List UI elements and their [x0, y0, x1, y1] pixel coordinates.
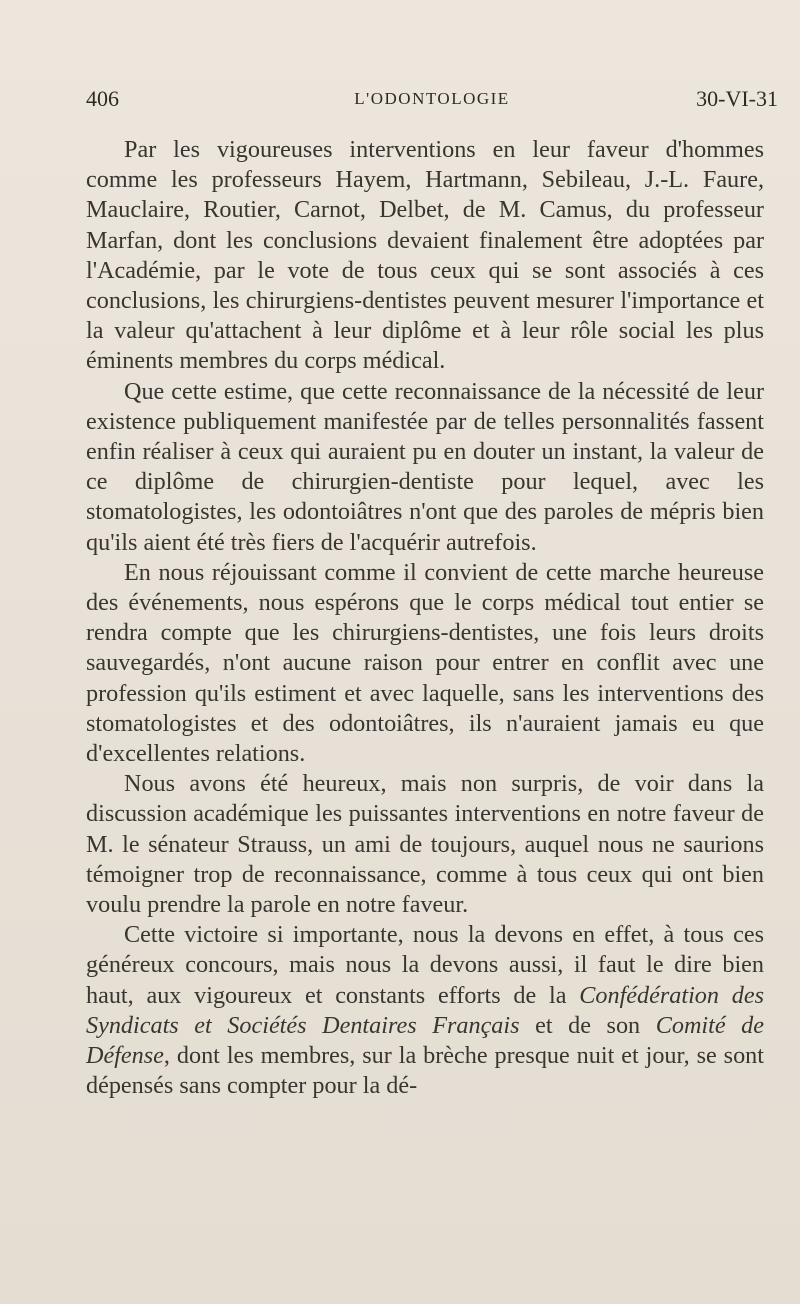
- page-header: [86, 86, 778, 116]
- paragraph-5-text-a: Cette victoire si importante, nous la devons en effet, à tous ces généreux concours, mais nous la devons aussi, il faut le dire bien haut, aux vigoureux et constants efforts de la: [86, 921, 764, 1009]
- paragraph-2: Que cette estime, que cette reconnaissance de la nécessité de leur existence publiquement manifestée par de telles personnalités fassent enfin réaliser à ceux qui auraient pu en douter un instant, la valeur de ce diplôme de chirurgien-dentiste pour lequel, avec les stomatologistes, les odontoiâtres n'ont que des paroles de mépris bien qu'ils aient été très fiers de l'acquérir autrefois.: [86, 377, 764, 556]
- confederation-name: Confédération des Syndicats et Sociétés Dentaires Français: [86, 981, 764, 1039]
- paragraph-5: [86, 920, 764, 1101]
- running-title: L'ODONTOLOGIE: [354, 89, 510, 108]
- issue-date: 30-VI-31: [696, 86, 778, 111]
- paragraph-3: En nous réjouissant comme il convient de cette marche heureuse des événements, nous espérons que le corps médical tout entier se rendra compte que les chirurgiens-dentistes, une fois leurs droits sauvegardés, n'ont aucune raison pour entrer en conflit avec une profession qu'ils estiment et avec laquelle, sans les interventions des stomatologistes et des odontoiâtres, ils n'auraient jamais eu que d'excellentes relations.: [86, 558, 764, 768]
- committee-name: Comité de Défense: [86, 1011, 765, 1070]
- paragraph-5-text-b: et de son: [519, 1011, 656, 1039]
- paragraph-5-text-c: , dont les membres, sur la brèche presque nuit et jour, se sont dépensés sans compter pour la dé-: [86, 1042, 764, 1100]
- paragraph-1: Par les vigoureuses interventions en leur faveur d'hommes comme les professeurs Hayem, Hartmann, Sebileau, J.-L. Faure, Mauclaire, Routier, Carnot, Delbet, de M. Camus, du professeur Marfan, dont les conclusions devaient finalement être adoptées par l'Académie, par le vote de tous ceux qui se sont associés à ces conclusions, les chirurgiens-dentistes peuvent mesurer l'importance et la valeur qu'attachent à leur diplôme et à leur rôle social les plus éminents membres du corps médical.: [86, 136, 764, 375]
- page-number: 406: [86, 86, 119, 111]
- paragraph-4: Nous avons été heureux, mais non surpris, de voir dans la discussion académique les puissantes interventions en notre faveur de M. le sénateur Strauss, un ami de toujours, auquel nous ne saurions témoigner trop de reconnaissance, comme à tous ceux qui ont bien voulu prendre la parole en notre faveur.: [86, 770, 764, 919]
- body-text: [86, 135, 764, 1102]
